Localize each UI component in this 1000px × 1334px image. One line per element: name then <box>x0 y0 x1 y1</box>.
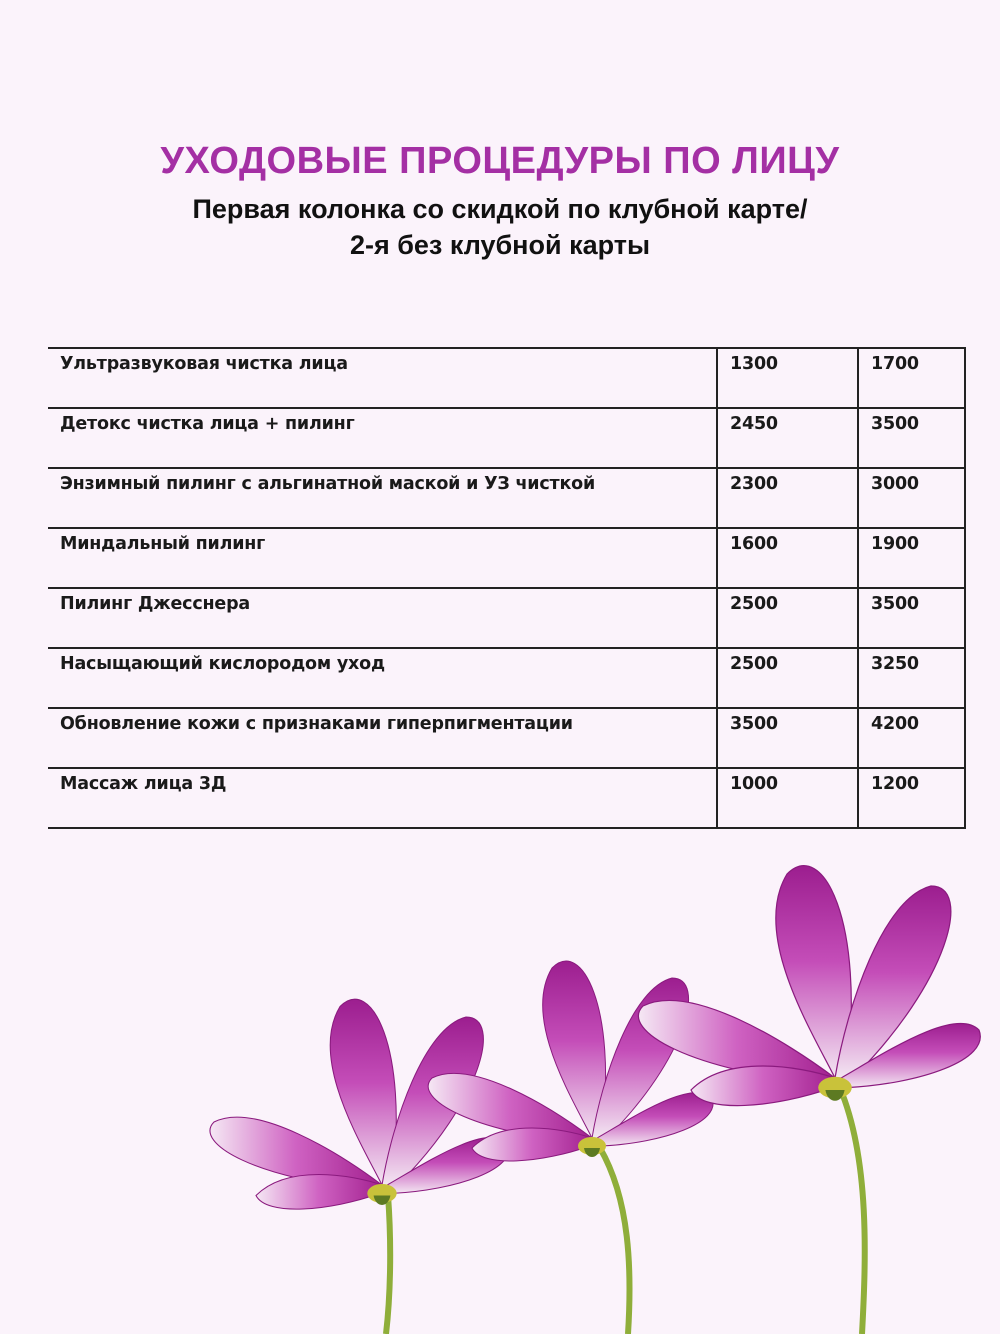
table-row <box>48 408 965 468</box>
club-price: 3500 <box>717 708 858 768</box>
regular-price: 1200 <box>858 768 965 828</box>
regular-price: 1900 <box>858 528 965 588</box>
club-price: 1300 <box>717 348 858 408</box>
table-row <box>48 708 965 768</box>
regular-price: 1700 <box>858 348 965 408</box>
club-price: 2450 <box>717 408 858 468</box>
regular-price: 3250 <box>858 648 965 708</box>
procedure-name: Обновление кожи с признаками гиперпигментации <box>48 708 717 768</box>
subtitle-line-1: Первая колонка со скидкой по клубной карте/ <box>192 194 808 224</box>
regular-price: 4200 <box>858 708 965 768</box>
procedure-name: Миндальный пилинг <box>48 528 717 588</box>
club-price: 2300 <box>717 468 858 528</box>
flower-right <box>638 866 980 1106</box>
procedure-name: Массаж лица 3Д <box>48 768 717 828</box>
price-table <box>48 347 966 829</box>
procedure-name: Насыщающий кислородом уход <box>48 648 717 708</box>
table-row <box>48 588 965 648</box>
table-row <box>48 648 965 708</box>
table-row <box>48 768 965 828</box>
regular-price: 3500 <box>858 408 965 468</box>
flowers-illustration <box>0 850 1000 1334</box>
table-row <box>48 468 965 528</box>
procedure-name: Энзимный пилинг с альгинатной маской и УЗ чисткой <box>48 468 717 528</box>
procedure-name: Пилинг Джесснера <box>48 588 717 648</box>
subtitle-line-2: 2-я без клубной карты <box>349 230 651 260</box>
procedure-name: Детокс чистка лица + пилинг <box>48 408 717 468</box>
club-price: 1000 <box>717 768 858 828</box>
club-price: 2500 <box>717 648 858 708</box>
regular-price: 3500 <box>858 588 965 648</box>
club-price: 2500 <box>717 588 858 648</box>
regular-price: 3000 <box>858 468 965 528</box>
table-row <box>48 348 965 408</box>
procedure-name: Ультразвуковая чистка лица <box>48 348 717 408</box>
page-title: УХОДОВЫЕ ПРОЦЕДУРЫ ПО ЛИЦУ <box>160 140 840 182</box>
club-price: 1600 <box>717 528 858 588</box>
table-row <box>48 528 965 588</box>
